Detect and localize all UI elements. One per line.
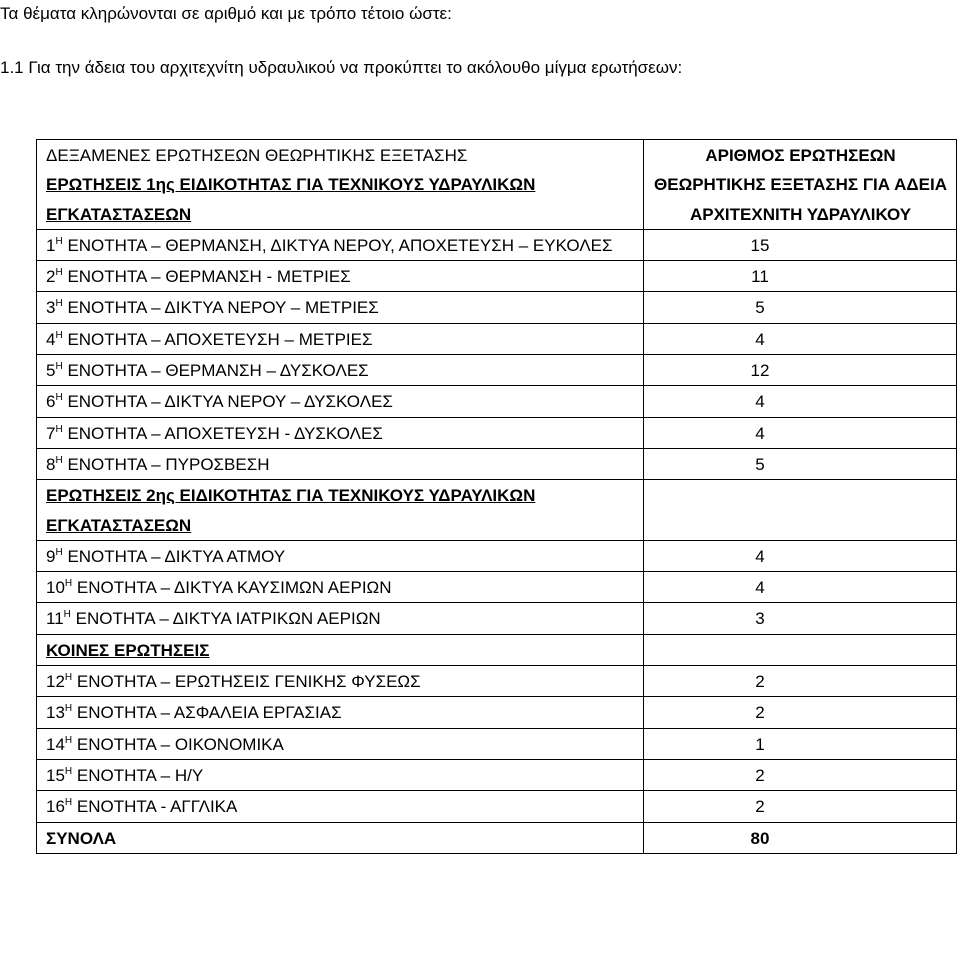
unit-title: ΕΝΟΤΗΤΑ – ΔΙΚΤΥΑ ΑΤΜΟΥ (67, 546, 286, 566)
empty-cell (644, 634, 957, 665)
section-heading-common: ΚΟΙΝΕΣ ΕΡΩΤΗΣΕΙΣ (46, 640, 210, 660)
unit-title: ΕΝΟΤΗΤΑ – Η/Υ (76, 765, 204, 785)
section-row (37, 634, 957, 665)
unit-number: 16 (46, 797, 65, 817)
table-row (37, 572, 957, 603)
section-heading-specialty-1: ΕΡΩΤΗΣΕΙΣ 1ης ΕΙΔΙΚΟΤΗΤΑΣ ΓΙΑ ΤΕΧΝΙΚΟΥΣ ΥΔΡΑΥΛΙΚΩΝ ΕΓΚΑΤΑΣΤΑΣΕΩΝ (46, 175, 536, 224)
question-count: 5 (755, 298, 765, 318)
unit-title: ΕΝΟΤΗΤΑ – ΑΠΟΧΕΤΕΥΣΗ - ΔΥΣΚΟΛΕΣ (67, 423, 383, 443)
intro-subclause: 1.1 Για την άδεια του αρχιτεχνίτη υδραυλικού να προκύπτει το ακόλουθο μίγμα ερωτήσεων: (0, 58, 683, 77)
unit-number: 15 (46, 765, 65, 785)
question-count-cell (644, 603, 957, 634)
unit-cell (37, 229, 644, 260)
unit-ordinal-suffix: Η (64, 672, 73, 684)
table-row (37, 540, 957, 571)
question-count: 1 (755, 734, 765, 754)
unit-number: 14 (46, 734, 65, 754)
unit-ordinal-suffix: Η (55, 235, 63, 247)
unit-ordinal-suffix: Η (64, 734, 73, 746)
question-count-cell (644, 323, 957, 354)
totals-value: 80 (750, 828, 770, 848)
unit-cell (37, 603, 644, 634)
unit-number: 11 (46, 609, 64, 629)
unit-ordinal-suffix: Η (64, 765, 73, 777)
unit-ordinal-suffix: Η (55, 392, 63, 404)
unit-cell (37, 355, 644, 386)
question-count: 2 (755, 797, 765, 817)
header-question-pools-label: ΔΕΞΑΜΕΝΕΣ ΕΡΩΤΗΣΕΩΝ ΘΕΩΡΗΤΙΚΗΣ ΕΞΕΤΑΣΗΣ (46, 146, 468, 165)
unit-cell (37, 759, 644, 790)
unit-title: ΕΝΟΤΗΤΑ – ΔΙΚΤΥΑ ΝΕΡΟΥ – ΜΕΤΡΙΕΣ (67, 298, 379, 318)
table-row (37, 229, 957, 260)
unit-cell (37, 666, 644, 697)
question-count: 15 (750, 235, 770, 255)
unit-number: 2 (46, 267, 56, 287)
unit-number: 5 (46, 361, 56, 381)
header-question-count-label: ΑΡΙΘΜΟΣ ΕΡΩΤΗΣΕΩΝ ΘΕΩΡΗΤΙΚΗΣ ΕΞΕΤΑΣΗΣ ΓΙΑ ΑΔΕΙΑ ΑΡΧΙΤΕΧΝΙΤΗ ΥΔΡΑΥΛΙΚΟΥ (654, 146, 947, 224)
table-row (37, 697, 957, 728)
unit-cell (37, 791, 644, 822)
unit-cell (37, 261, 644, 292)
question-count: 3 (755, 609, 765, 629)
table-row (37, 603, 957, 634)
unit-ordinal-suffix: Η (55, 454, 63, 466)
totals-value-cell (644, 822, 957, 853)
question-count-cell (644, 448, 957, 479)
totals-row (37, 822, 957, 853)
section-row (37, 480, 957, 541)
unit-title: ΕΝΟΤΗΤΑ – ΔΙΚΤΥΑ ΚΑΥΣΙΜΩΝ ΑΕΡΙΩΝ (76, 578, 392, 598)
unit-cell (37, 292, 644, 323)
section-cell (37, 634, 644, 665)
question-count: 4 (755, 329, 765, 349)
unit-number: 12 (46, 672, 65, 692)
unit-ordinal-suffix: Η (55, 267, 63, 279)
question-count-cell (644, 572, 957, 603)
unit-number: 1 (46, 235, 56, 255)
question-count: 2 (755, 672, 765, 692)
unit-cell (37, 697, 644, 728)
unit-title: ΕΝΟΤΗΤΑ - ΑΓΓΛΙΚΑ (76, 797, 238, 817)
unit-title: ΕΝΟΤΗΤΑ – ΑΠΟΧΕΤΕΥΣΗ – ΜΕΤΡΙΕΣ (67, 329, 373, 349)
table-row (37, 791, 957, 822)
unit-title: ΕΝΟΤΗΤΑ – ΘΕΡΜΑΝΣΗ - ΜΕΤΡΙΕΣ (67, 267, 351, 287)
unit-cell (37, 448, 644, 479)
unit-ordinal-suffix: Η (55, 329, 63, 341)
table-row (37, 728, 957, 759)
question-count: 4 (755, 392, 765, 412)
header-question-pools (37, 140, 644, 230)
empty-cell (644, 480, 957, 541)
question-count: 12 (750, 361, 770, 381)
table-row (37, 323, 957, 354)
table-row (37, 448, 957, 479)
unit-number: 7 (46, 423, 56, 443)
totals-label: ΣΥΝΟΛΑ (37, 822, 644, 853)
question-count: 4 (755, 423, 765, 443)
unit-ordinal-suffix: Η (64, 578, 73, 590)
table-row (37, 355, 957, 386)
question-count-cell (644, 261, 957, 292)
unit-title: ΕΝΟΤΗΤΑ – ΑΣΦΑΛΕΙΑ ΕΡΓΑΣΙΑΣ (76, 703, 342, 723)
table-row (37, 666, 957, 697)
question-count: 5 (755, 454, 765, 474)
unit-ordinal-suffix: Η (63, 609, 71, 621)
question-count-cell (644, 355, 957, 386)
unit-number: 6 (46, 392, 56, 412)
question-count-cell (644, 417, 957, 448)
unit-cell (37, 323, 644, 354)
unit-title: ΕΝΟΤΗΤΑ – ΔΙΚΤΥΑ ΝΕΡΟΥ – ΔΥΣΚΟΛΕΣ (67, 392, 393, 412)
question-count-cell (644, 386, 957, 417)
question-count: 2 (755, 765, 765, 785)
section-cell (37, 480, 644, 541)
unit-title: ΕΝΟΤΗΤΑ – ΘΕΡΜΑΝΣΗ, ΔΙΚΤΥΑ ΝΕΡΟΥ, ΑΠΟΧΕΤΕΥΣΗ – ΕΥΚΟΛΕΣ (67, 235, 613, 255)
unit-title: ΕΝΟΤΗΤΑ – ΠΥΡΟΣΒΕΣΗ (67, 454, 270, 474)
question-mix-table (36, 139, 957, 854)
unit-number: 10 (46, 578, 65, 598)
header-question-count (644, 140, 957, 230)
question-count-cell (644, 540, 957, 571)
unit-cell (37, 572, 644, 603)
question-count-cell (644, 697, 957, 728)
unit-number: 9 (46, 546, 56, 566)
unit-ordinal-suffix: Η (64, 797, 73, 809)
question-count-cell (644, 292, 957, 323)
question-count-cell (644, 759, 957, 790)
table-header-row (37, 140, 957, 230)
unit-cell (37, 728, 644, 759)
unit-title: ΕΝΟΤΗΤΑ – ΔΙΚΤΥΑ ΙΑΤΡΙΚΩΝ ΑΕΡΙΩΝ (75, 609, 381, 629)
unit-title: ΕΝΟΤΗΤΑ – ΟΙΚΟΝΟΜΙΚΑ (76, 734, 284, 754)
unit-ordinal-suffix: Η (55, 423, 63, 435)
table-row (37, 386, 957, 417)
table-row (37, 417, 957, 448)
table-row (37, 292, 957, 323)
question-count-cell (644, 728, 957, 759)
unit-number: 4 (46, 329, 56, 349)
section-heading-specialty-2: ΕΡΩΤΗΣΕΙΣ 2ης ΕΙΔΙΚΟΤΗΤΑΣ ΓΙΑ ΤΕΧΝΙΚΟΥΣ ΥΔΡΑΥΛΙΚΩΝ ΕΓΚΑΤΑΣΤΑΣΕΩΝ (46, 486, 536, 535)
unit-ordinal-suffix: Η (64, 703, 73, 715)
unit-title: ΕΝΟΤΗΤΑ – ΕΡΩΤΗΣΕΙΣ ΓΕΝΙΚΗΣ ΦΥΣΕΩΣ (76, 672, 421, 692)
unit-ordinal-suffix: Η (55, 361, 63, 373)
question-count: 4 (755, 546, 765, 566)
unit-number: 3 (46, 298, 56, 318)
intro-line: Τα θέματα κληρώνονται σε αριθμό και με τρόπο τέτοιο ώστε: (0, 4, 452, 23)
unit-number: 8 (46, 454, 56, 474)
unit-cell (37, 386, 644, 417)
question-count: 11 (751, 267, 769, 287)
unit-number: 13 (46, 703, 65, 723)
question-count: 2 (755, 703, 765, 723)
unit-cell (37, 417, 644, 448)
unit-ordinal-suffix: Η (55, 546, 63, 558)
question-count-cell (644, 229, 957, 260)
question-count-cell (644, 791, 957, 822)
unit-cell (37, 540, 644, 571)
question-count-cell (644, 666, 957, 697)
table-row (37, 261, 957, 292)
unit-title: ΕΝΟΤΗΤΑ – ΘΕΡΜΑΝΣΗ – ΔΥΣΚΟΛΕΣ (67, 361, 369, 381)
unit-ordinal-suffix: Η (55, 298, 63, 310)
question-count: 4 (755, 578, 765, 598)
table-row (37, 759, 957, 790)
